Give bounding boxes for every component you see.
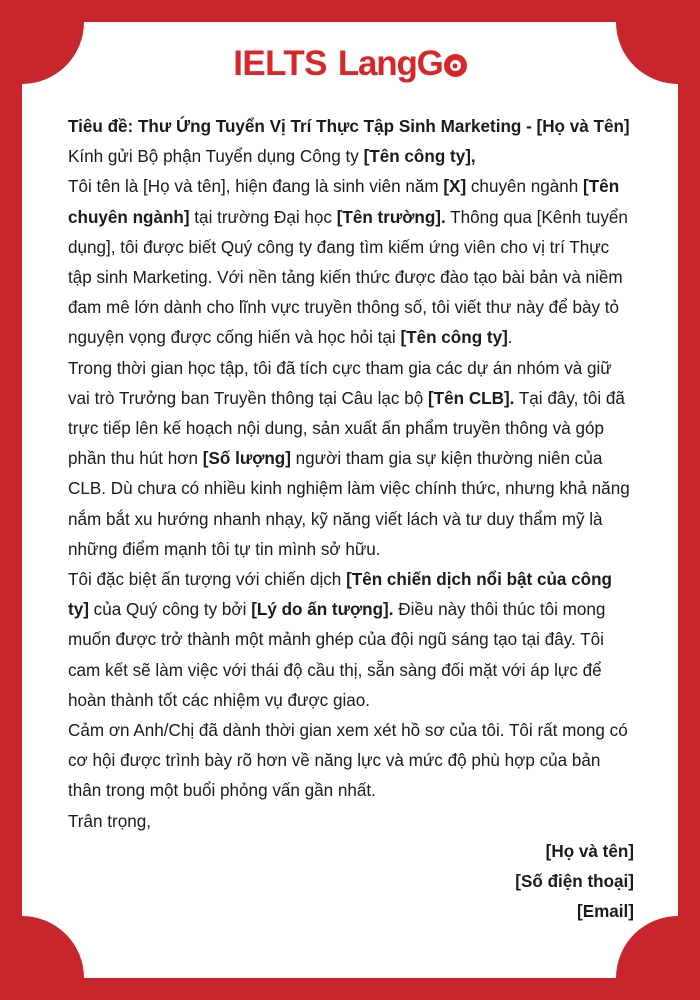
ielts-langgo-logo <box>233 46 466 81</box>
salutation-company-placeholder: [Tên công ty], <box>363 147 476 167</box>
motivation-part-b: của Quý công ty bởi <box>88 600 252 620</box>
letter-closing: Trân trọng, <box>68 811 151 831</box>
logo-ring-o-icon <box>444 54 467 77</box>
letter-subject-text: Tiêu đề: Thư Ứng Tuyển Vị Trí Thực Tập Sinh Marketing - [Họ và Tên] <box>68 117 630 136</box>
intro-part-d: Thông qua [Kênh tuyển dụng], tôi được biết Quý công ty đang tìm kiếm ứng viên cho vị trí Thực tập sinh Marketing. Với nền tảng kiến thức được đào tạo bài bản và niềm đam mê lớn dành cho lĩnh vực truyền thông số, tôi viết thư này để bày tỏ nguyện vọng được cống hiến và học hỏi tại <box>68 207 628 348</box>
intro-part-a: Tôi tên là [Họ và tên], hiện đang là sinh viên năm <box>68 177 444 197</box>
placeholder-quantity: [Số lượng] <box>202 449 291 469</box>
placeholder-school: [Tên trường]. <box>336 207 446 227</box>
experience-part-b: Tại đây, tôi đã trực tiếp lên kế hoạch nội dung, sản xuất ấn phẩm truyền thông và góp phần thu hút hơn <box>68 388 625 469</box>
logo-text-lang: Lang <box>337 44 417 83</box>
brand-header <box>22 46 678 81</box>
placeholder-study-year: [X] <box>443 177 467 197</box>
placeholder-company-intro: [Tên công ty] <box>400 328 508 348</box>
signature-phone: [Số điện thoại] <box>515 872 634 892</box>
letter-salutation <box>68 142 634 172</box>
experience-part-a: Trong thời gian học tập, tôi đã tích cực tham gia các dự án nhóm và giữ vai trò Trưởng ban Truyền thông tại Câu lạc bộ <box>68 358 612 408</box>
signature-name: [Họ và tên] <box>545 841 634 861</box>
logo-text-ielts: IELTS <box>233 44 327 83</box>
letter-paragraph-thanks: Cảm ơn Anh/Chị đã dành thời gian xem xét hồ sơ của tôi. Tôi rất mong có cơ hội được trình bày rõ hơn về năng lực và mức độ phù hợp của bản thân trong một buổi phỏng vấn gần nhất. <box>68 721 628 801</box>
signature-email: [Email] <box>577 902 634 922</box>
letter-subject-line <box>68 112 634 142</box>
signature-block <box>68 837 634 928</box>
cover-letter-body <box>68 112 634 927</box>
intro-part-b: chuyên ngành <box>466 177 584 197</box>
salutation-prefix: Kính gửi Bộ phận Tuyển dụng Công ty <box>68 147 364 167</box>
placeholder-impression-reason: [Lý do ấn tượng]. <box>251 600 394 620</box>
motivation-part-a: Tôi đặc biệt ấn tượng với chiến dịch <box>68 570 347 590</box>
placeholder-major: [Tên chuyên ngành] <box>68 177 620 227</box>
placeholder-club-name: [Tên CLB]. <box>427 388 515 408</box>
placeholder-campaign-name: [Tên chiến dịch nổi bật của công ty] <box>68 570 612 620</box>
letter-paragraph-intro <box>68 172 634 353</box>
motivation-part-c: Điều này thôi thúc tôi mong muốn được trở thành một mảnh ghép của đội ngũ sáng tạo tại đây. Tôi cam kết sẽ làm việc với thái độ cầu thị, sẵn sàng đối mặt với áp lực để hoàn thành tốt các nhiệm vụ được giao. <box>68 600 606 710</box>
logo-text-g: G <box>416 44 443 83</box>
experience-part-c: người tham gia sự kiện thường niên của CLB. Dù chưa có nhiều kinh nghiệm làm việc chính thức, nhưng khả năng nắm bắt xu hướng nhanh nhạy, kỹ năng viết lách và tư duy thẩm mỹ là những điểm mạnh tôi tự tin mình sở hữu. <box>68 449 630 559</box>
intro-part-e: . <box>507 328 513 348</box>
intro-part-c: tại trường Đại học <box>189 207 337 227</box>
letter-paragraph-motivation <box>68 565 634 716</box>
letter-paragraph-experience <box>68 354 634 565</box>
letter-card <box>22 22 678 978</box>
